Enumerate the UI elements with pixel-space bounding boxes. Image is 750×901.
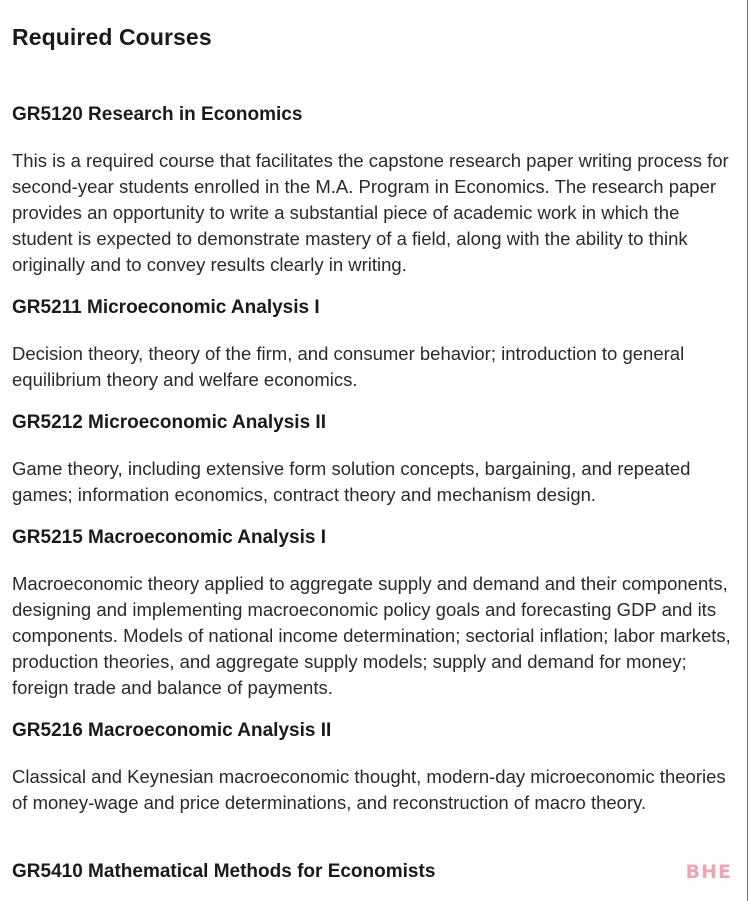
- course-title-gr5215: GR5215 Macroeconomic Analysis I: [12, 527, 326, 548]
- page-title: Required Courses: [12, 24, 212, 50]
- watermark-logo: BHE: [685, 861, 732, 883]
- course-description-gr5215: Macroeconomic theory applied to aggregate supply and demand and their components, designing and implementing macroeconomic policy goals and forecasting GDP and its components. Models of national income determination; sectorial inflation; labor markets, production theories, and aggregate supply models; supply and demand for money; foreign trade and balance of payments.: [12, 573, 731, 698]
- course-description-gr5216: Classical and Keynesian macroeconomic thought, modern-day microeconomic theories of money-wage and price determinations, and reconstruction of macro theory.: [12, 766, 726, 813]
- course-title-gr5410: GR5410 Mathematical Methods for Economists: [12, 861, 436, 882]
- page-right-border: [747, 0, 748, 901]
- course-description-gr5211: Decision theory, theory of the firm, and consumer behavior; introduction to general equilibrium theory and welfare economics.: [12, 343, 685, 390]
- course-title-gr5212: GR5212 Microeconomic Analysis II: [12, 412, 326, 433]
- course-title-gr5120: GR5120 Research in Economics: [12, 104, 303, 125]
- course-title-gr5211: GR5211 Microeconomic Analysis I: [12, 297, 320, 318]
- course-description-gr5120: This is a required course that facilitates the capstone research paper writing process for second-year students enrolled in the M.A. Program in Economics. The research paper provides an opportunity to write a substantial piece of academic work in which the student is expected to demonstrate mastery of a field, along with the ability to think originally and to convey results clearly in writing.: [12, 150, 729, 275]
- course-title-gr5216: GR5216 Macroeconomic Analysis II: [12, 720, 332, 741]
- course-description-gr5212: Game theory, including extensive form solution concepts, bargaining, and repeated games; information economics, contract theory and mechanism design.: [12, 458, 691, 505]
